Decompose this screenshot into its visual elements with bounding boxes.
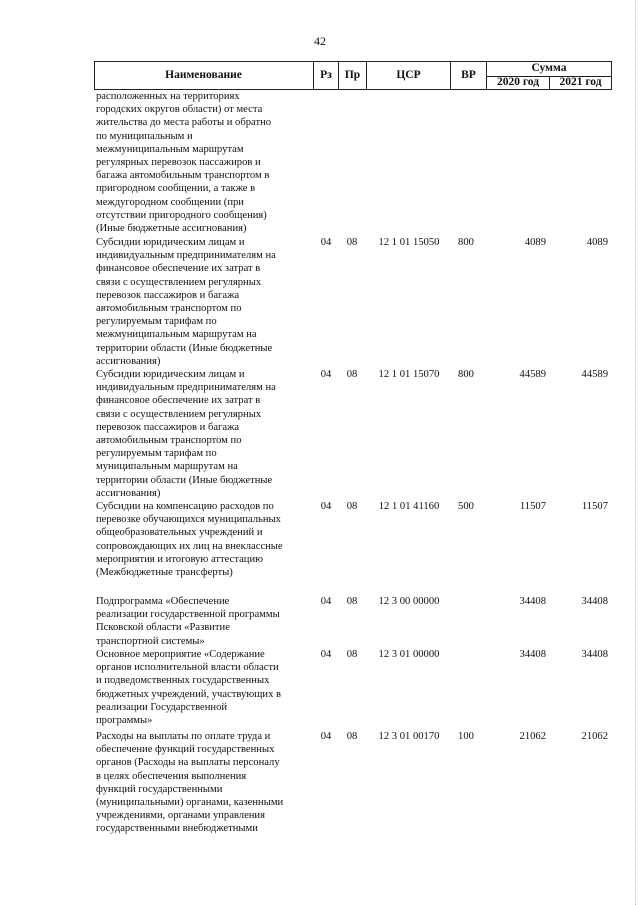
row-name-line: перевозке обучающихся муниципальных	[96, 514, 281, 526]
table-row	[94, 730, 612, 836]
row-name-line: мероприятия и итоговую аттестацию	[96, 553, 264, 565]
page-number: 42	[314, 34, 326, 48]
row-vr: 800	[458, 237, 474, 248]
row-name-line: территории области (Иные бюджетные	[96, 474, 273, 486]
row-name-line: (Межбюджетные трансферты)	[96, 567, 233, 579]
row-name-line: межмуниципальным маршрутам	[96, 143, 244, 155]
row-name-line: пригородном сообщении, а также в	[96, 183, 256, 195]
row-rz: 04	[320, 237, 332, 248]
row-name-line: багажа автомобильным транспортом в	[96, 170, 270, 182]
row-name-line: и подведомственных государственных	[96, 675, 270, 687]
row-name-line: финансовое обеспечение их затрат в	[96, 395, 261, 407]
table-row	[94, 648, 612, 727]
row-name-line: сопровождающих их лиц на внеклассные	[96, 540, 283, 552]
table-row	[94, 368, 612, 500]
header-rz: Рз	[320, 69, 332, 81]
row-vr: 500	[458, 501, 474, 512]
row-csr: 12 3 01 00170	[378, 731, 440, 742]
table-header	[94, 61, 612, 90]
row-name-line: Расходы на выплаты по оплате труда и	[96, 731, 271, 742]
row-name-line: регулярных перевозок пассажиров и	[96, 157, 261, 169]
row-pr: 08	[346, 501, 358, 512]
row-name-line: Субсидии на компенсацию расходов по	[96, 501, 274, 512]
row-sum-2021: 21062	[581, 731, 608, 742]
row-name-line: функций государственными	[96, 783, 223, 795]
row-name-line: Псковской области «Развитие	[96, 622, 230, 634]
row-sum-2021: 34408	[581, 649, 608, 660]
row-name-line: ассигнования)	[96, 355, 161, 367]
row-name-line: органов (Расходы на выплаты персоналу	[96, 757, 280, 769]
row-name-line: муниципальным маршрутам на	[96, 461, 238, 473]
row-rz: 04	[320, 596, 332, 607]
row-name-line: расположенных на территориях	[96, 91, 240, 102]
row-name-line: связи с осуществлением регулярных	[96, 408, 262, 420]
row-name-line: бюджетных учреждений, участвующих в	[96, 688, 282, 700]
row-pr: 08	[346, 731, 358, 742]
header-sum: Сумма	[531, 62, 567, 74]
row-vr: 800	[458, 369, 474, 380]
row-name-line: перевозок пассажиров и багажа	[96, 421, 240, 433]
row-csr: 12 1 01 15050	[378, 237, 440, 248]
row-name-line: регулируемым тарифам по	[96, 316, 217, 328]
header-2021: 2021 год	[559, 76, 602, 88]
row-name-line: общеобразовательных учреждений и	[96, 527, 263, 539]
header-pr: Пр	[344, 69, 361, 81]
row-name-line: индивидуальным предпринимателям на	[96, 382, 276, 394]
row-pr: 08	[346, 237, 358, 248]
row-name-line: автомобильным транспортом по	[96, 303, 242, 315]
row-name-line: (муниципальными) органами, казенными	[96, 797, 284, 809]
row-name-line: органов исполнительной власти области	[96, 662, 279, 674]
header-2020: 2020 год	[496, 76, 540, 88]
row-name-line: ассигнования)	[96, 487, 161, 499]
row-csr: 12 3 00 00000	[378, 596, 440, 607]
row-pr: 08	[346, 369, 358, 380]
row-csr: 12 1 01 15070	[378, 369, 440, 380]
row-name	[96, 368, 308, 500]
row-rz: 04	[320, 501, 332, 512]
row-name-line: территории области (Иные бюджетные	[96, 342, 273, 354]
row-name-line: связи с осуществлением регулярных	[96, 276, 262, 288]
row-name-line: регулируемым тарифам по	[96, 448, 217, 460]
row-vr: 100	[458, 731, 474, 742]
row-name	[96, 730, 308, 836]
row-name-line: обеспечение функций государственных	[96, 744, 275, 756]
row-sum-2020: 44589	[519, 369, 546, 380]
row-name-line: Субсидии юридическим лицам и	[96, 237, 245, 248]
header-name: Наименование	[165, 69, 242, 81]
scan-edge-artifact	[634, 0, 636, 905]
row-name	[96, 236, 308, 368]
row-name-line: в целях обеспечения выполнения	[96, 770, 247, 782]
row-name-line: Основное мероприятие «Содержание	[96, 649, 265, 660]
row-name-line: перевозок пассажиров и багажа	[96, 289, 240, 301]
table-row	[94, 90, 612, 235]
row-pr: 08	[346, 649, 358, 660]
row-name	[96, 648, 308, 727]
row-name	[96, 595, 308, 648]
table-row	[94, 500, 612, 579]
row-rz: 04	[320, 369, 332, 380]
row-name-line: отсутствии пригородного сообщения)	[96, 209, 267, 221]
row-name-line: государственными внебюджетными	[96, 823, 258, 835]
row-sum-2020: 4089	[524, 237, 546, 248]
row-name-line: жительства до места работы и обратно	[96, 117, 272, 129]
row-sum-2021: 44589	[581, 369, 608, 380]
row-sum-2020: 34408	[519, 596, 546, 607]
row-name-line: по муниципальным и	[96, 130, 193, 142]
row-csr: 12 1 01 41160	[378, 501, 440, 512]
table-row	[94, 595, 612, 648]
header-vr: ВР	[461, 69, 476, 81]
header-csr: ЦСР	[396, 69, 421, 81]
row-name-line: индивидуальным предпринимателям на	[96, 250, 276, 262]
row-name-line: программы»	[96, 715, 153, 727]
row-sum-2021: 11507	[581, 501, 608, 512]
row-rz: 04	[320, 649, 332, 660]
row-name-line: реализации государственной программы	[96, 609, 280, 621]
row-name-line: финансовое обеспечение их затрат в	[96, 263, 261, 275]
row-name-line: межмуниципальным маршрутам на	[96, 329, 257, 341]
row-name	[96, 90, 308, 235]
row-name-line: транспортной системы»	[96, 635, 205, 647]
row-name-line: Субсидии юридическим лицам и	[96, 369, 245, 380]
row-sum-2020: 34408	[519, 649, 546, 660]
row-sum-2021: 4089	[586, 237, 608, 248]
table-row	[94, 236, 612, 368]
row-name-line: городских округов области) от места	[96, 104, 263, 116]
row-pr: 08	[346, 596, 358, 607]
row-sum-2020: 21062	[519, 731, 546, 742]
row-name-line: реализации Государственной	[96, 701, 228, 713]
row-name-line: учреждениями, органами управления	[96, 810, 265, 822]
row-sum-2020: 11507	[519, 501, 546, 512]
row-name-line: (Иные бюджетные ассигнования)	[96, 223, 247, 235]
row-name	[96, 500, 308, 579]
row-rz: 04	[320, 731, 332, 742]
row-name-line: автомобильным транспортом по	[96, 435, 242, 447]
row-name-line: междугородном сообщении (при	[96, 196, 244, 208]
row-sum-2021: 34408	[581, 596, 608, 607]
row-csr: 12 3 01 00000	[378, 649, 440, 660]
row-name-line: Подпрограмма «Обеспечение	[96, 596, 230, 607]
